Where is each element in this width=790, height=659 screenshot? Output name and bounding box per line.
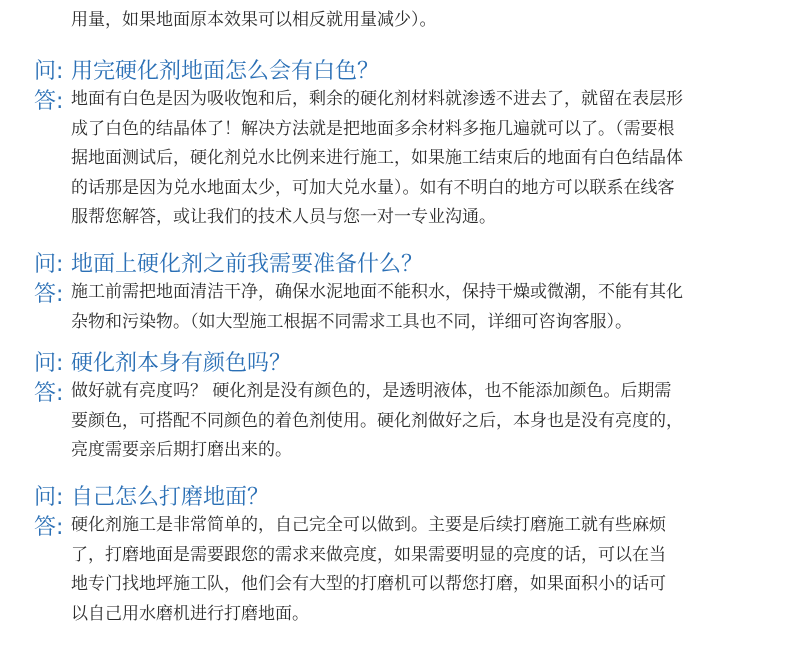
answer-line: 成了白色的结晶体了！解决方法就是把地面多余材料多拖几遍就可以了。（需要根 — [71, 118, 675, 139]
answer-line: 地面有白色是因为吸收饱和后，剩余的硬化剂材料就渗透不进去了，就留在表层形 — [71, 89, 683, 109]
answer-label: 答: — [34, 515, 64, 540]
answer-text — [71, 511, 771, 629]
intro-text: 用量，如果地面原本效果可以相反就用量减少）。 — [71, 10, 437, 30]
question-text: 用完硬化剂地面怎么会有白色？ — [71, 59, 380, 84]
question-text: 硬化剂本身有颜色吗？ — [71, 351, 292, 376]
question-label: 问: — [34, 59, 64, 84]
answer-text — [71, 377, 771, 466]
question-label: 问: — [34, 351, 64, 376]
answer-line: 施工前需把地面清洁干净，确保水泥地面不能积水，保持干燥或微潮，不能有其化 — [71, 282, 683, 302]
answer-line: 以自己用水磨机进行打磨地面。 — [71, 603, 309, 624]
answer-line: 硬化剂施工是非常简单的，自己完全可以做到。主要是后续打磨施工就有些麻烦 — [71, 515, 666, 535]
answer-line: 要颜色，可搭配不同颜色的着色剂使用。硬化剂做好之后，本身也是没有亮度的， — [71, 410, 683, 431]
question-text: 地面上硬化剂之前我需要准备什么？ — [71, 252, 424, 277]
answer-line: 亮度需要亲后期打磨出来的。 — [71, 440, 292, 460]
question-label: 问: — [34, 252, 64, 277]
answer-line: 服帮您解答，或让我们的技术人员与您一对一专业沟通。 — [71, 207, 496, 227]
answer-text — [71, 85, 771, 233]
answer-line: 据地面测试后，硬化剂兑水比例来进行施工，如果施工结束后的地面有白色结晶体 — [71, 148, 683, 168]
answer-line: 地专门找地坪施工队，他们会有大型的打磨机可以帮您打磨，如果面积小的话可 — [71, 574, 666, 594]
answer-text — [71, 278, 771, 337]
answer-label: 答: — [34, 282, 64, 307]
answer-label: 答: — [34, 381, 64, 406]
answer-line: 的话那是因为兑水地面太少，可加大兑水量）。如有不明白的地方可以联系在线客 — [71, 177, 675, 198]
answer-line: 了，打磨地面是需要跟您的需求来做亮度，如果需要明显的亮度的话，可以在当 — [71, 544, 666, 565]
question-label: 问: — [34, 485, 64, 510]
answer-line: 做好就有亮度吗？ 硬化剂是没有颜色的，是透明液体，也不能添加颜色。后期需 — [71, 381, 672, 401]
question-text: 自己怎么打磨地面？ — [71, 485, 270, 510]
answer-line: 杂物和污染物。（如大型施工根据不同需求工具也不同，详细可咨询客服）。 — [71, 311, 632, 332]
answer-label: 答: — [34, 89, 64, 114]
